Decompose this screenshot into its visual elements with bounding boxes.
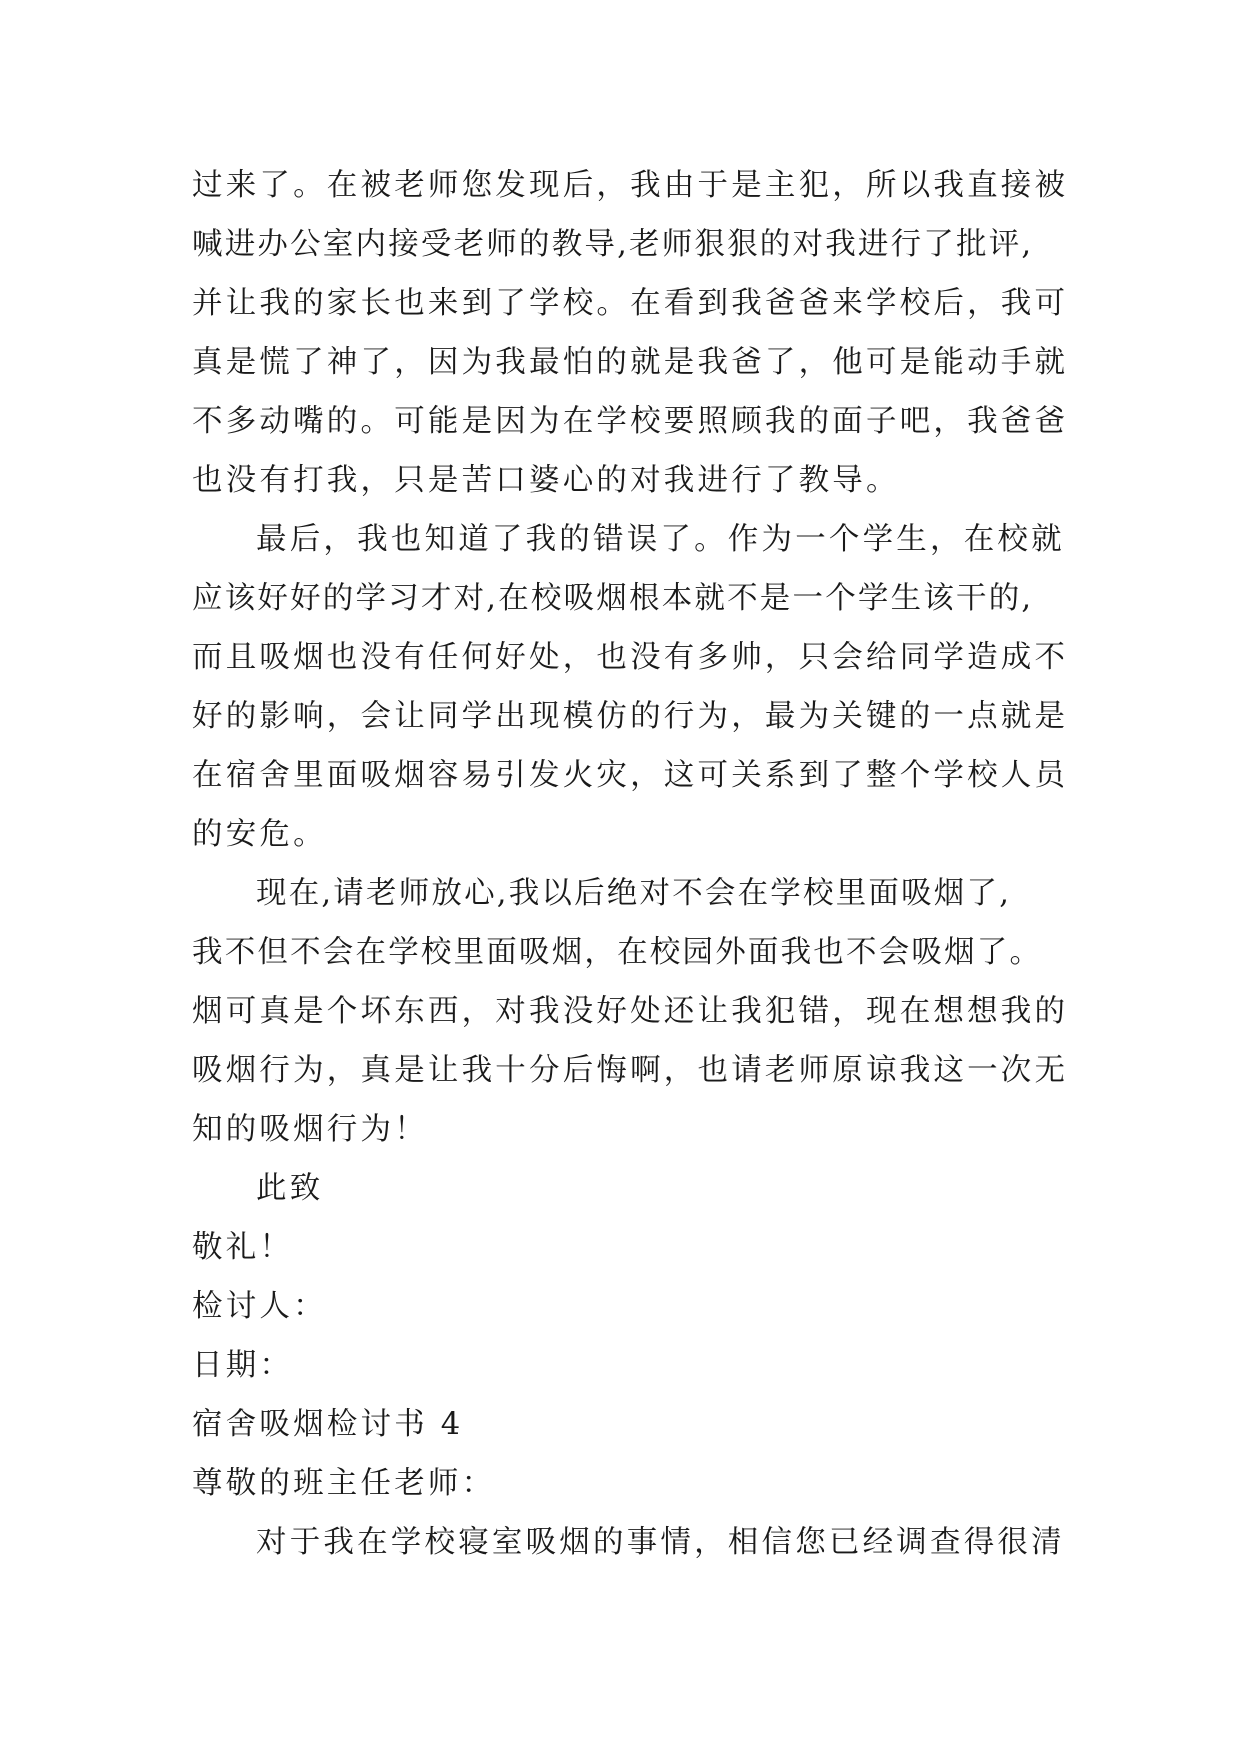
paragraph-line: 过来了。在被老师您发现后，我由于是主犯，所以我直接被 (192, 168, 1069, 203)
paragraph-line: 并让我的家长也来到了学校。在看到我爸爸来学校后，我可 (192, 286, 1069, 321)
paragraph-line: 对于我在学校寝室吸烟的事情，相信您已经调查得很清 (256, 1525, 1065, 1560)
closing-respect: 敬礼！ (192, 1230, 294, 1265)
paragraph-line: 知的吸烟行为！ (192, 1112, 428, 1147)
paragraph-line: 烟可真是个坏东西，对我没好处还让我犯错，现在想想我的 (192, 994, 1069, 1029)
paragraph-line: 应该好好的学习才对,在校吸烟根本就不是一个学生该干的, (192, 581, 1034, 616)
paragraph-line: 不多动嘴的。可能是因为在学校要照顾我的面子吧，我爸爸 (192, 404, 1069, 439)
greeting: 尊敬的班主任老师： (192, 1466, 496, 1501)
section-title: 宿舍吸烟检讨书 4 (192, 1407, 464, 1442)
paragraph-line: 在宿舍里面吸烟容易引发火灾，这可关系到了整个学校人员 (192, 758, 1069, 793)
paragraph-line: 吸烟行为，真是让我十分后悔啊，也请老师原谅我这一次无 (192, 1053, 1069, 1088)
paragraph-line: 现在,请老师放心,我以后绝对不会在学校里面吸烟了, (256, 876, 1012, 911)
paragraph-line: 最后，我也知道了我的错误了。作为一个学生，在校就 (256, 522, 1065, 557)
closing-salutation: 此致 (256, 1171, 324, 1206)
paragraph-line: 我不但不会在学校里面吸烟，在校园外面我也不会吸烟了。 (192, 935, 1043, 970)
paragraph-line: 也没有打我，只是苦口婆心的对我进行了教导。 (192, 463, 900, 498)
paragraph-line: 喊进办公室内接受老师的教导,老师狠狠的对我进行了批评, (192, 227, 1034, 262)
paragraph-line: 的安危。 (192, 817, 327, 852)
paragraph-line: 好的影响，会让同学出现模仿的行为，最为关键的一点就是 (192, 699, 1069, 734)
signer-label: 检讨人： (192, 1289, 327, 1324)
date-label: 日期： (192, 1348, 294, 1383)
paragraph-line: 真是慌了神了，因为我最怕的就是我爸了，他可是能动手就 (192, 345, 1069, 380)
paragraph-line: 而且吸烟也没有任何好处，也没有多帅，只会给同学造成不 (192, 640, 1069, 675)
